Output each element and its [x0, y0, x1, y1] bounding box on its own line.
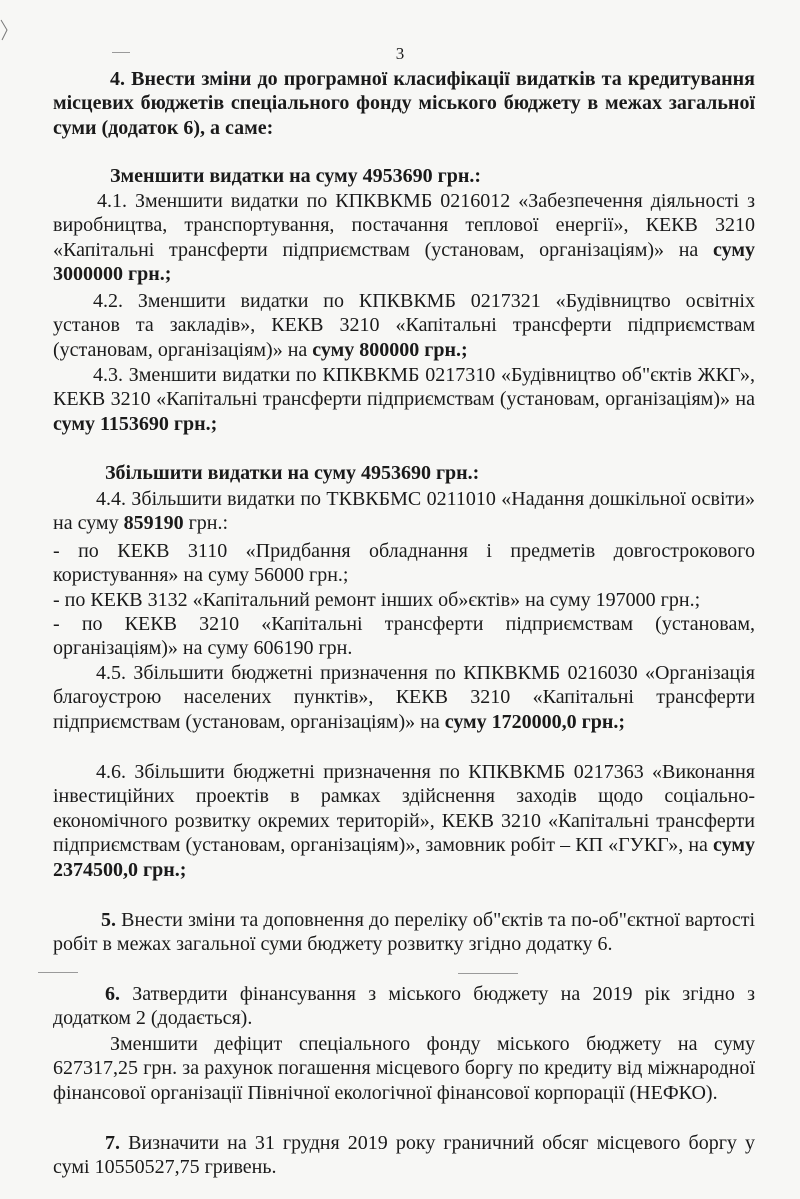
paragraph-4-5-sum: суму 1720000,0 грн.;	[444, 710, 626, 733]
paragraph-4-4-sum: 859190	[123, 512, 184, 535]
paragraph-4-1	[53, 189, 755, 287]
item-5	[53, 908, 755, 957]
paragraph-4-1-sum: суму 3000000 грн.;	[53, 238, 755, 286]
item-7-number: 7.	[105, 1132, 120, 1154]
paragraph-4-4-tail: грн.:	[183, 512, 229, 535]
page-number: 3	[395, 44, 405, 63]
decrease-title: Зменшити видатки на суму 4953690 грн.:	[110, 165, 482, 187]
paragraph-4-3-text: 4.3. Зменшити видатки по КПКВКМБ 0217310 «Будівництво об"єктів ЖКГ», КЕКВ 3210 «Капітальні трансферти підприємствам (установам, організаціям)» на	[53, 364, 755, 411]
item-5-text: Внести зміни та доповнення до переліку об"єктів та по-об"єктної вартості робіт в межах загальної суми бюджету розвитку згідно додатку 6.	[53, 909, 755, 956]
item-7	[53, 1131, 755, 1180]
paragraph-4-3	[53, 363, 755, 436]
paragraph-4-5	[53, 661, 755, 734]
paragraph-4-4-text: 4.4. Збільшити видатки по ТКВКБМС 0211010 «Надання дошкільної освіти» на суму	[53, 488, 755, 535]
item-6-number: 6.	[105, 983, 120, 1005]
paragraph-4-2-sum: суму 800000 грн.;	[312, 338, 468, 361]
paragraph-4-6-sum: суму 2374500,0 грн.;	[53, 834, 755, 881]
paragraph-4-1-text: 4.1. Зменшити видатки по КПКВКМБ 0216012 «Забезпечення діяльності з виробництва, транспортування, постачання теплової енергії», КЕКВ 3210 «Капітальні трансферти підприємствам (установам, організаціям)» на	[53, 190, 755, 261]
paragraph-4-4	[53, 487, 755, 536]
paragraph-4-4-line-1: - по КЕКВ 3110 «Придбання обладнання і предметів довгострокового користування» на суму 56000 грн.;	[53, 540, 755, 587]
scan-artifact-line	[458, 973, 518, 974]
paragraph-4-2	[53, 289, 755, 362]
item-6	[53, 982, 755, 1031]
scan-artifact-mark	[0, 18, 9, 42]
paragraph-4-4-line-2: - по КЕКВ 3132 «Капітальний ремонт інших об»єктів» на суму 197000 грн.;	[53, 589, 701, 611]
item-5-number: 5.	[101, 909, 116, 931]
paragraph-4-5-text: 4.5. Збільшити бюджетні призначення по КПКВКМБ 0216030 «Організація благоустрою населених пунктів», КЕКВ 3210 «Капітальні трансферти підприємствам (установам, організаціям)» на	[53, 662, 755, 733]
item-6-deficit: Зменшити дефіцит спеціального фонду міського бюджету на суму 627317,25 грн. за рахунок погашення місцевого боргу по кредиту від міжнародної фінансової організації Північної екологічної фінансової корпорації (НЕФКО).	[53, 1033, 755, 1104]
paragraph-4-6-text: 4.6. Збільшити бюджетні призначення по КПКВКМБ 0217363 «Виконання інвестиційних проектів в рамках здійснення заходів щодо соціально-економічного розвитку окремих територій», КЕКВ 3210 «Капітальні трансферти підприємствам (установам, організаціям)», замовник робіт – КП «ГУКГ», на	[53, 761, 755, 857]
paragraph-4-3-sum: суму 1153690 грн.;	[53, 412, 218, 435]
paragraph-4-6	[53, 760, 755, 882]
item-7-text: Визначити на 31 грудня 2019 року граничний обсяг місцевого боргу у сумі 10550527,75 гривень.	[53, 1132, 755, 1179]
increase-title: Збільшити видатки на суму 4953690 грн.:	[105, 462, 480, 484]
paragraph-4-4-line-3: - по КЕКВ 3210 «Капітальні трансферти підприємствам (установам, організаціям)» на суму 606190 грн.	[53, 613, 755, 660]
paragraph-4-2-text: 4.2. Зменшити видатки по КПКВКМБ 0217321 «Будівництво освітніх установ та закладів», КЕКВ 3210 «Капітальні трансферти підприємствам (установам, організаціям)» на	[53, 290, 755, 361]
item-6-text: Затвердити фінансування з міського бюджету на 2019 рік згідно з додатком 2 (додається).	[53, 983, 755, 1030]
item-4-heading: 4. Внести зміни до програмної класифікації видатків та кредитування місцевих бюджетів спеціального фонду міського бюджету в межах загальної суми (додаток 6), а саме:	[53, 68, 755, 139]
scan-artifact-line	[38, 972, 78, 973]
